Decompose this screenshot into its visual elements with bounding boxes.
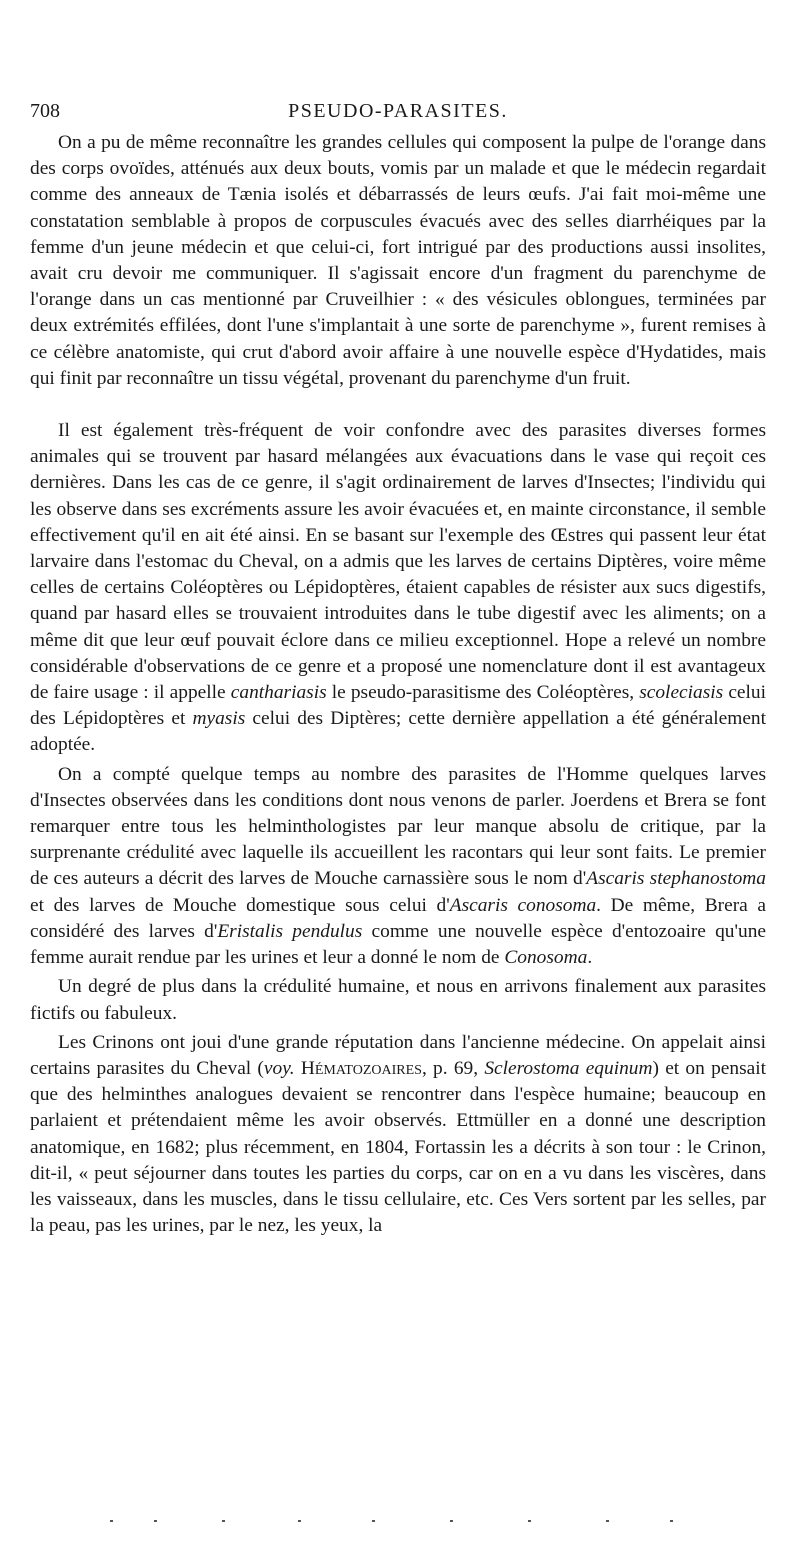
scan-speck <box>222 1520 225 1522</box>
running-title: PSEUDO-PARASITES. <box>288 100 508 122</box>
paragraph-insect-larvae <box>30 418 766 759</box>
paragraph-text: Un degré de plus dans la crédulité humaine, et nous en arrivons finalement aux parasites fictifs ou fabuleux. <box>30 976 766 1024</box>
paragraph-text: On a pu de même reconnaître les grandes cellules qui composent la pulpe de l'orange dans des corps ovoïdes, atténués aux deux bouts, vomis par un malade et que le médecin regardait comme des anneaux de Tænia isolés et débarrassés de leurs œufs. J'ai fait moi-même une constatation semblable à propos de corpuscules évacués avec des selles diarrhéiques par la femme d'un jeune médecin et que celui-ci, fort intrigué par des productions aussi insolites, avait cru devoir me communiquer. Il s'agissait encore d'un fragment du parenchyme de l'orange dans un cas mentionné par Cruveilhier : « des vésicules oblongues, terminées par deux extrémités effilées, dont l'une s'implantait à une sorte de parenchyme », furent remises à ce célèbre anatomiste, qui crut d'abord avoir affaire à une nouvelle espèce d'Hydatides, mais qui finit par reconnaître un tissu végétal, provenant du parenchyme d'un fruit. <box>30 132 766 389</box>
paragraph-text: . De même, Brera a considéré des larves d' <box>30 894 766 942</box>
italic-term: scoleciasis <box>639 682 724 704</box>
paragraph-text: ) et on pensait que des helminthes analogues devaient se rencontrer dans l'espèce humaine; beaucoup en parlaient et prétendaient même les avoir observés. Ettmüller en a donné une description anatomique, en 1682; plus récemment, en 1804, Fortassin les a décrits à son tour : le Crinon, dit-il, « peut séjourner dans toutes les parties du corps, car on en a vu dans les viscères, dans les vaisseaux, dans les muscles, dans le tissu cellulaire, etc. Ces Vers sortent par les selles, par la peau, pas les urines, par le nez, les yeux, la <box>30 1057 766 1237</box>
paragraph-crinons <box>30 1030 766 1240</box>
paragraph-text: le pseudo-parasitisme des Coléoptères, <box>326 682 640 704</box>
paragraph-text: celui des Diptères; cette dernière appellation a été généralement adoptée. <box>30 708 767 756</box>
italic-term: myasis <box>192 708 246 730</box>
italic-term: Eristalis pendulus <box>217 920 363 942</box>
italic-term: Sclerostoma equinum <box>484 1057 653 1079</box>
paragraph-text: Les Crinons ont joui d'une grande réputation dans l'ancienne médecine. On appelait ainsi certains parasites du Cheval ( <box>30 1031 766 1079</box>
paragraph-text: On a compté quelque temps au nombre des parasites de l'Homme quelques larves d'Insectes observées dans les conditions dont nous venons de parler. Joerdens et Brera se font remarquer entre tous les helminthologistes par leur manque absolu de critique, par la surprenante crédulité avec laquelle ils accueillent les racontars qui leur sont faits. Le premier de ces auteurs a décrit des larves de Mouche carnassière sous le nom d' <box>30 763 766 890</box>
paragraph-text: Il est également très-fréquent de voir confondre avec des parasites diverses formes animales qui se trouvent par hasard mélangées aux évacuations dans le vase qui reçoit ces dernières. Dans les cas de ce genre, il s'agit ordinairement de larves d'Insectes; l'individu qui les observe dans ses excréments assure les avoir évacuées et, en mainte circonstance, il semble effectivement qu'il en ait été ainsi. En se basant sur l'exemple des Œstres qui passent leur état larvaire dans l'estomac du Cheval, on a admis que les larves de certains Diptères, voire même celles de certains Coléoptères ou Lépidoptères, étaient capables de résister aux sucs digestifs, quand par hasard elles se trouvaient introduites dans le tube digestif avec les aliments; on a même dit que leur œuf pouvait éclore dans ce milieu exceptionnel. Hope a relevé un nombre considérable d'observations de ce genre et a proposé une nomenclature dont il est avantageux de faire usage : il appelle <box>30 420 766 704</box>
italic-term: Conosoma <box>504 947 588 969</box>
scan-speck <box>528 1520 531 1522</box>
scan-speck <box>606 1520 609 1522</box>
italic-term: voy. <box>263 1057 295 1079</box>
page-number: 708 <box>30 100 60 122</box>
page-header <box>30 100 766 130</box>
scan-speck <box>298 1520 301 1522</box>
paragraph-text: comme une nouvelle espèce d'entozoaire qu'une femme aurait rendue par les urines et leur a donné le nom de <box>30 920 766 969</box>
scan-speck <box>110 1520 113 1522</box>
paragraph-text: . <box>587 947 593 969</box>
paragraph-text: , p. 69, <box>421 1057 485 1079</box>
paragraph-helminthologists <box>30 762 766 972</box>
scan-speck <box>154 1520 157 1522</box>
italic-term: canthariasis <box>230 682 327 704</box>
italic-term: Ascaris stephanostoma <box>586 868 766 890</box>
scan-specks <box>110 1518 710 1524</box>
scan-speck <box>372 1520 375 1522</box>
book-page <box>30 100 766 1239</box>
paragraph-orange-pulp <box>30 130 766 392</box>
italic-term: Ascaris conosoma <box>449 894 597 916</box>
paragraph-text: et des larves de Mouche domestique sous celui d' <box>30 894 450 916</box>
small-caps-reference: Hématozoaires <box>300 1057 422 1079</box>
scan-speck <box>670 1520 673 1522</box>
paragraph-fictitious-parasites <box>30 974 766 1026</box>
scan-speck <box>450 1520 453 1522</box>
paragraph-text: celui des Lépidoptères et <box>30 682 767 730</box>
